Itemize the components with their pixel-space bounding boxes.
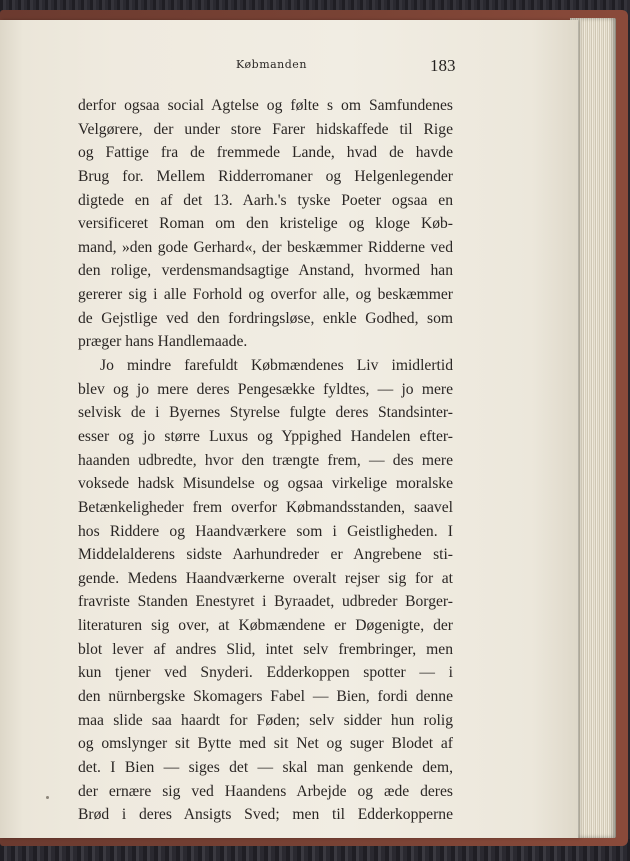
page-number: 183 [430,56,456,75]
text-line: den rolige, verdensmandsagtige Anstand, hvormed han [78,262,453,280]
text-line-paragraph-end: præger hans Handlemaade. [78,333,248,351]
text-line: maa slide saa haardt for Føden; selv sidder hun rolig [78,711,453,729]
text-line: Betænkeligheder frem overfor Købmandsstanden, saavel [78,498,453,516]
running-title: Købmanden [236,58,307,71]
text-line: haanden udbredte, hvor den trængte frem, — des mere [78,451,453,469]
text-line: derfor ogsaa social Agtelse og følte s om Samfundenes [78,97,453,114]
text-line: og omslynger sit Bytte med sit Net og suger Blodet af [78,735,453,753]
text-line: mand, »den gode Gerhard«, der beskæmmer Ridderne ved [78,238,453,256]
body-text [78,94,453,827]
text-line: literaturen sig over, at Købmændene er Døgenigte, der [78,617,453,635]
text-line: Brug for. Mellem Ridderromaner og Helgenlegender [78,167,453,185]
text-line: den nürnbergske Skomagers Fabel — Bien, fordi denne [78,688,453,706]
text-line: hos Riddere og Haandværkere som i Geistligheden. I [78,522,453,540]
text-line: det. I Bien — siges det — skal man genkende dem, [78,758,453,776]
text-line: versificeret Roman om den kristelige og kloge Køb- [78,215,453,233]
text-line: der ernære sig ved Haandens Arbejde og æde deres [78,782,453,800]
text-line: Middelalderens sidste Aarhundreder er Angrebene sti- [78,546,453,564]
text-line: selvisk de i Byernes Styrelse fulgte deres Standsinter- [78,404,453,422]
text-line: voksede hadsk Misundelse og ogsaa virkelige moralske [78,475,453,493]
text-line-paragraph-start: Jo mindre farefuldt Købmændenes Liv imidlertid [100,357,453,375]
text-line: Velgørere, der under store Farer hidskaffede til Rige [78,120,453,138]
paper-speck [46,796,49,799]
text-line: gererer sig i alle Forhold og overfor alle, og beskæmmer [78,286,453,304]
text-line: fravriste Standen Enestyret i Byraadet, udbreder Borger- [78,593,453,611]
text-line: gende. Medens Haandværkerne overalt rejser sig for at [78,569,453,587]
text-line: esser og jo større Luxus og Yppighed Handelen efter- [78,427,453,445]
text-line: blev og jo mere deres Pengesække fyldtes, — jo mere [78,380,453,398]
text-line: blot lever af andres Slid, intet selv frembringer, men [78,640,453,658]
text-line: de Gejstlige ved den fordringsløse, enkle Godhed, som [78,309,453,327]
text-line: digtede en af det 13. Aarh.'s tyske Poeter ogsaa en [78,191,453,209]
text-line: Brød i deres Ansigts Sved; men til Edderkopperne [78,806,453,824]
text-line: og Fattige fra de fremmede Lande, hvad de havde [78,144,453,162]
text-line: kun tjener ved Snyderi. Edderkoppen spotter — i [78,664,453,682]
